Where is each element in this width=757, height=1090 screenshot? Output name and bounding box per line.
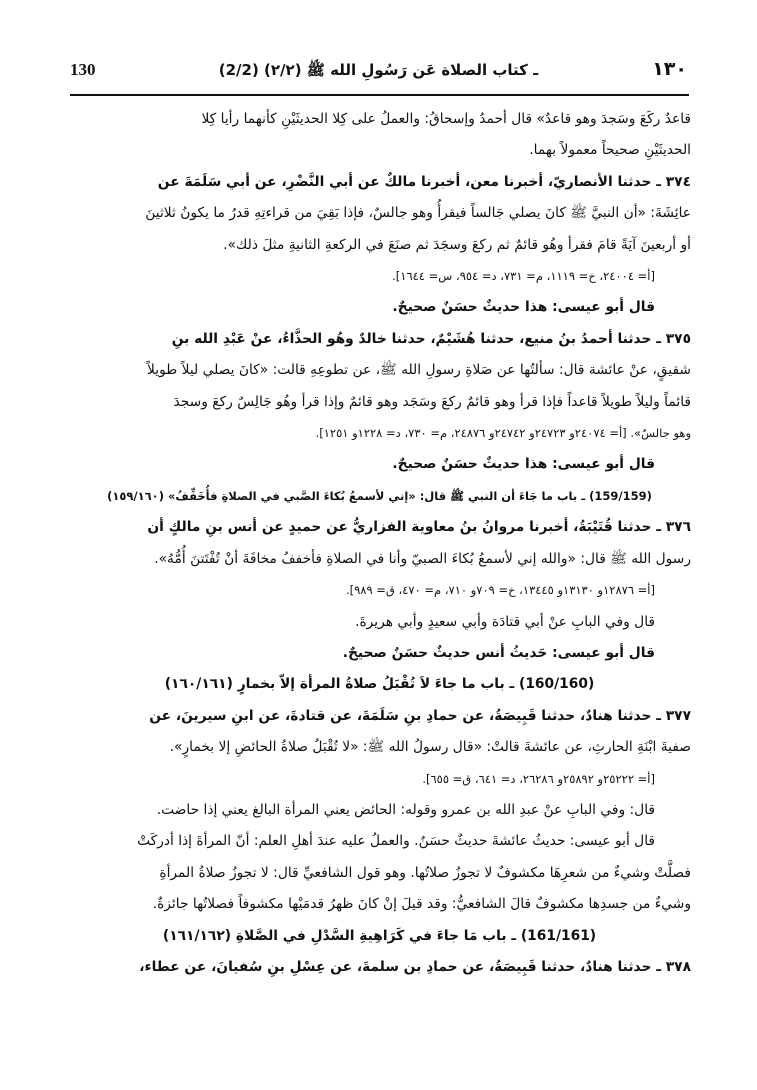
text-line: قال وفي البابِ عنْ أبي قتادَة وأبي سعيدٍ وأبي هريرةَ. xyxy=(355,613,655,630)
reference-line: [أ= ٢٤٠٠٤، خ= ١١١٩، م= ٧٣١، د= ٩٥٤، س= ١٦٤٤]. xyxy=(392,269,655,284)
grading-line: قال أبو عيسى: حَديثُ أنس حديثٌ حسَنٌ صحيحٌ. xyxy=(342,644,655,661)
hadith-375-start: ٣٧٥ ـ حدثنا أحمدُ بنُ منيع، حدثنا هُشَيْمٌ، حدثنا خالدٌ وهُو الحذَّاءُ، عنْ عَبْدِ الله بنِ xyxy=(171,330,691,347)
text-line: قال: وفي البابِ عنْ عبدِ الله بن عمرو وقوله: الحائض يعني المرأة البالغ يعني إذا حاضت. xyxy=(156,801,655,818)
reference-line: [أ= ١٢٨٧٦و ١٣١٣٠و ١٣٤٤٥، خ= ٧٠٩و ٧١٠، م= ٤٧٠، ق= ٩٨٩]. xyxy=(345,583,655,598)
text-line: صفيةَ ابْنَةِ الحارثِ، عن عائشةَ قالتْ: «قال رسولُ الله ﷺ: «لا تُقْبَلُ صلاةُ الحائضِ إلا بخمارٍ». xyxy=(169,739,691,756)
text-line: قائماً وليلاً طويلاً قاعداً فإذا قرأ وهو قائمٌ ركعَ وسَجَد وهو قائمٌ وإذا قرأ وهُو جَالِسٌ ركعَ وسجدَ xyxy=(173,393,691,410)
grading-line: قال أبو عيسى: هذا حديثٌ حسَنٌ صحيحٌ. xyxy=(392,299,655,316)
page-body xyxy=(68,104,691,983)
text-line: عائِشَةَ: «أن النبيَّ ﷺ كانَ يصلي جَالساً فيقرأُ وهو جالسٌ، فإذا بَقِيَ من قراءتِهِ قدرُ ما يكونُ ثلاثينَ xyxy=(145,205,691,222)
text-line: قاعدٌ ركَعَ وسَجدَ وهو قاعدٌ» قال أحمدُ وإسحاقُ: والعملُ على كِلا الحديثَيْنِ كأنهما رأيا كِلا xyxy=(201,111,691,127)
chapter-heading-160: (160/160) ـ باب ما جاءَ لاَ تُقْبَلُ صلاةُ المرأة إلاّ بخمارٍ (١٦٠/١٦١) xyxy=(164,676,595,693)
hadith-378-start: ٣٧٨ ـ حدثنا هنادٌ، حدثنا قَبِيصَةُ، عن حمادِ بن سلمةَ، عن عِسْلِ بنِ سُفيانَ، عن عطاء، xyxy=(139,958,691,975)
text-line: فصلَّتْ وشيءٌ من شعرِهَا مكشوفٌ لا تجوزُ صلاتُها. وهو قول الشافعيِّ قال: لا تجوزُ صلاةُ المرأةِ xyxy=(159,864,691,881)
grading-line: قال أبو عيسى: هذا حديثٌ حسَنٌ صحيحٌ. xyxy=(392,456,655,473)
page-number-arabic: ١٣٠ xyxy=(652,58,687,80)
reference-line: وهو جالسٌ». [أ= ٢٤٠٧٤و ٢٤٧٢٣و ٢٤٧٤٢و ٢٤٨٧٦، م= ٧٣٠، د= ١٢٢٨و ١٢٥١]. xyxy=(315,426,691,441)
chapter-heading-159: (159/159) ـ باب ما جَاءَ أن النبي ﷺ قال: «إني لأسمعُ بُكاءَ الصَّبي في الصلاةِ فأُخَفِّفُ» (١٥٩/١٦٠) xyxy=(107,488,652,503)
text-line: وشيءٌ من جسدِها مكشوفٌ قالَ الشافعيُّ: وقد قيلَ إنْ كانَ ظهرُ قدمَيْها مكشوفاً فصلاتُها جائزةٌ. xyxy=(152,896,691,913)
text-line: أو أربعينَ آيَةً قامَ فقرأ وهُو قائمٌ ثم ركعَ وسجَدَ ثم صنَعَ في الركعةِ الثانيةِ مثلَ ذلك». xyxy=(223,236,691,253)
hadith-374-start: ٣٧٤ ـ حدثنا الأنصاريّ، أخبرنا معن، أخبرنا مالكٌ عن أبي النَّضْرِ، عن أبي سَلَمَةَ عن xyxy=(157,173,691,190)
reference-line: [أ= ٢٥٢٢٢و ٢٥٨٩٢و ٢٦٢٨٦، د= ٦٤١، ق= ٦٥٥]. xyxy=(422,771,655,786)
hadith-376-start: ٣٧٦ ـ حدثنا قُتَيْبَةُ، أخبرنا مروانُ بنُ معاوية الفزاريُّ عن حميدٍ عن أنس بنِ مالكٍ أن xyxy=(147,519,691,536)
page-header xyxy=(70,60,687,94)
text-line: رسول الله ﷺ قال: «والله إني لأسمعُ بُكاءَ الصبيّ وأنا في الصلاةِ فأخففُ مخافَةَ أنْ تُفْتَتنَ أُمُّهُ». xyxy=(154,550,691,567)
text-line: الحديثَيْنِ صحيحاً معمولاً بهما. xyxy=(529,142,691,159)
chapter-heading-161: (161/161) ـ باب مَا جاءَ في كَرَاهِيةِ السَّدْلِ في الصَّلاةِ (١٦١/١٦٢) xyxy=(162,927,597,944)
text-line: قال أبو عيسى: حديثُ عائشةَ حديثٌ حسَنٌ. والعملُ عليه عندَ أهلِ العلم: أنّ المرأةَ إذا أدركَتْ xyxy=(137,833,655,850)
hadith-377-start: ٣٧٧ ـ حدثنا هنادٌ، حدثنا قَبِيصَةُ، عن حمادِ بنِ سَلَمَةَ، عن قتادةَ، عن ابنِ سيرينَ، عن xyxy=(149,707,691,724)
text-line: شقيقٍ، عنْ عائشة قال: سألتُها عن صَلاةِ رسولِ الله ﷺ، عن تطوعِهِ قالت: «كانَ يصلي ليلاً طويلاً xyxy=(147,362,691,379)
page-number-latin: 130 xyxy=(70,60,96,79)
header-rule xyxy=(70,94,689,96)
running-title: (2/2) ـ كتاب الصلاة عَن رَسُولِ الله ﷺ (٢/٢) xyxy=(218,61,539,79)
